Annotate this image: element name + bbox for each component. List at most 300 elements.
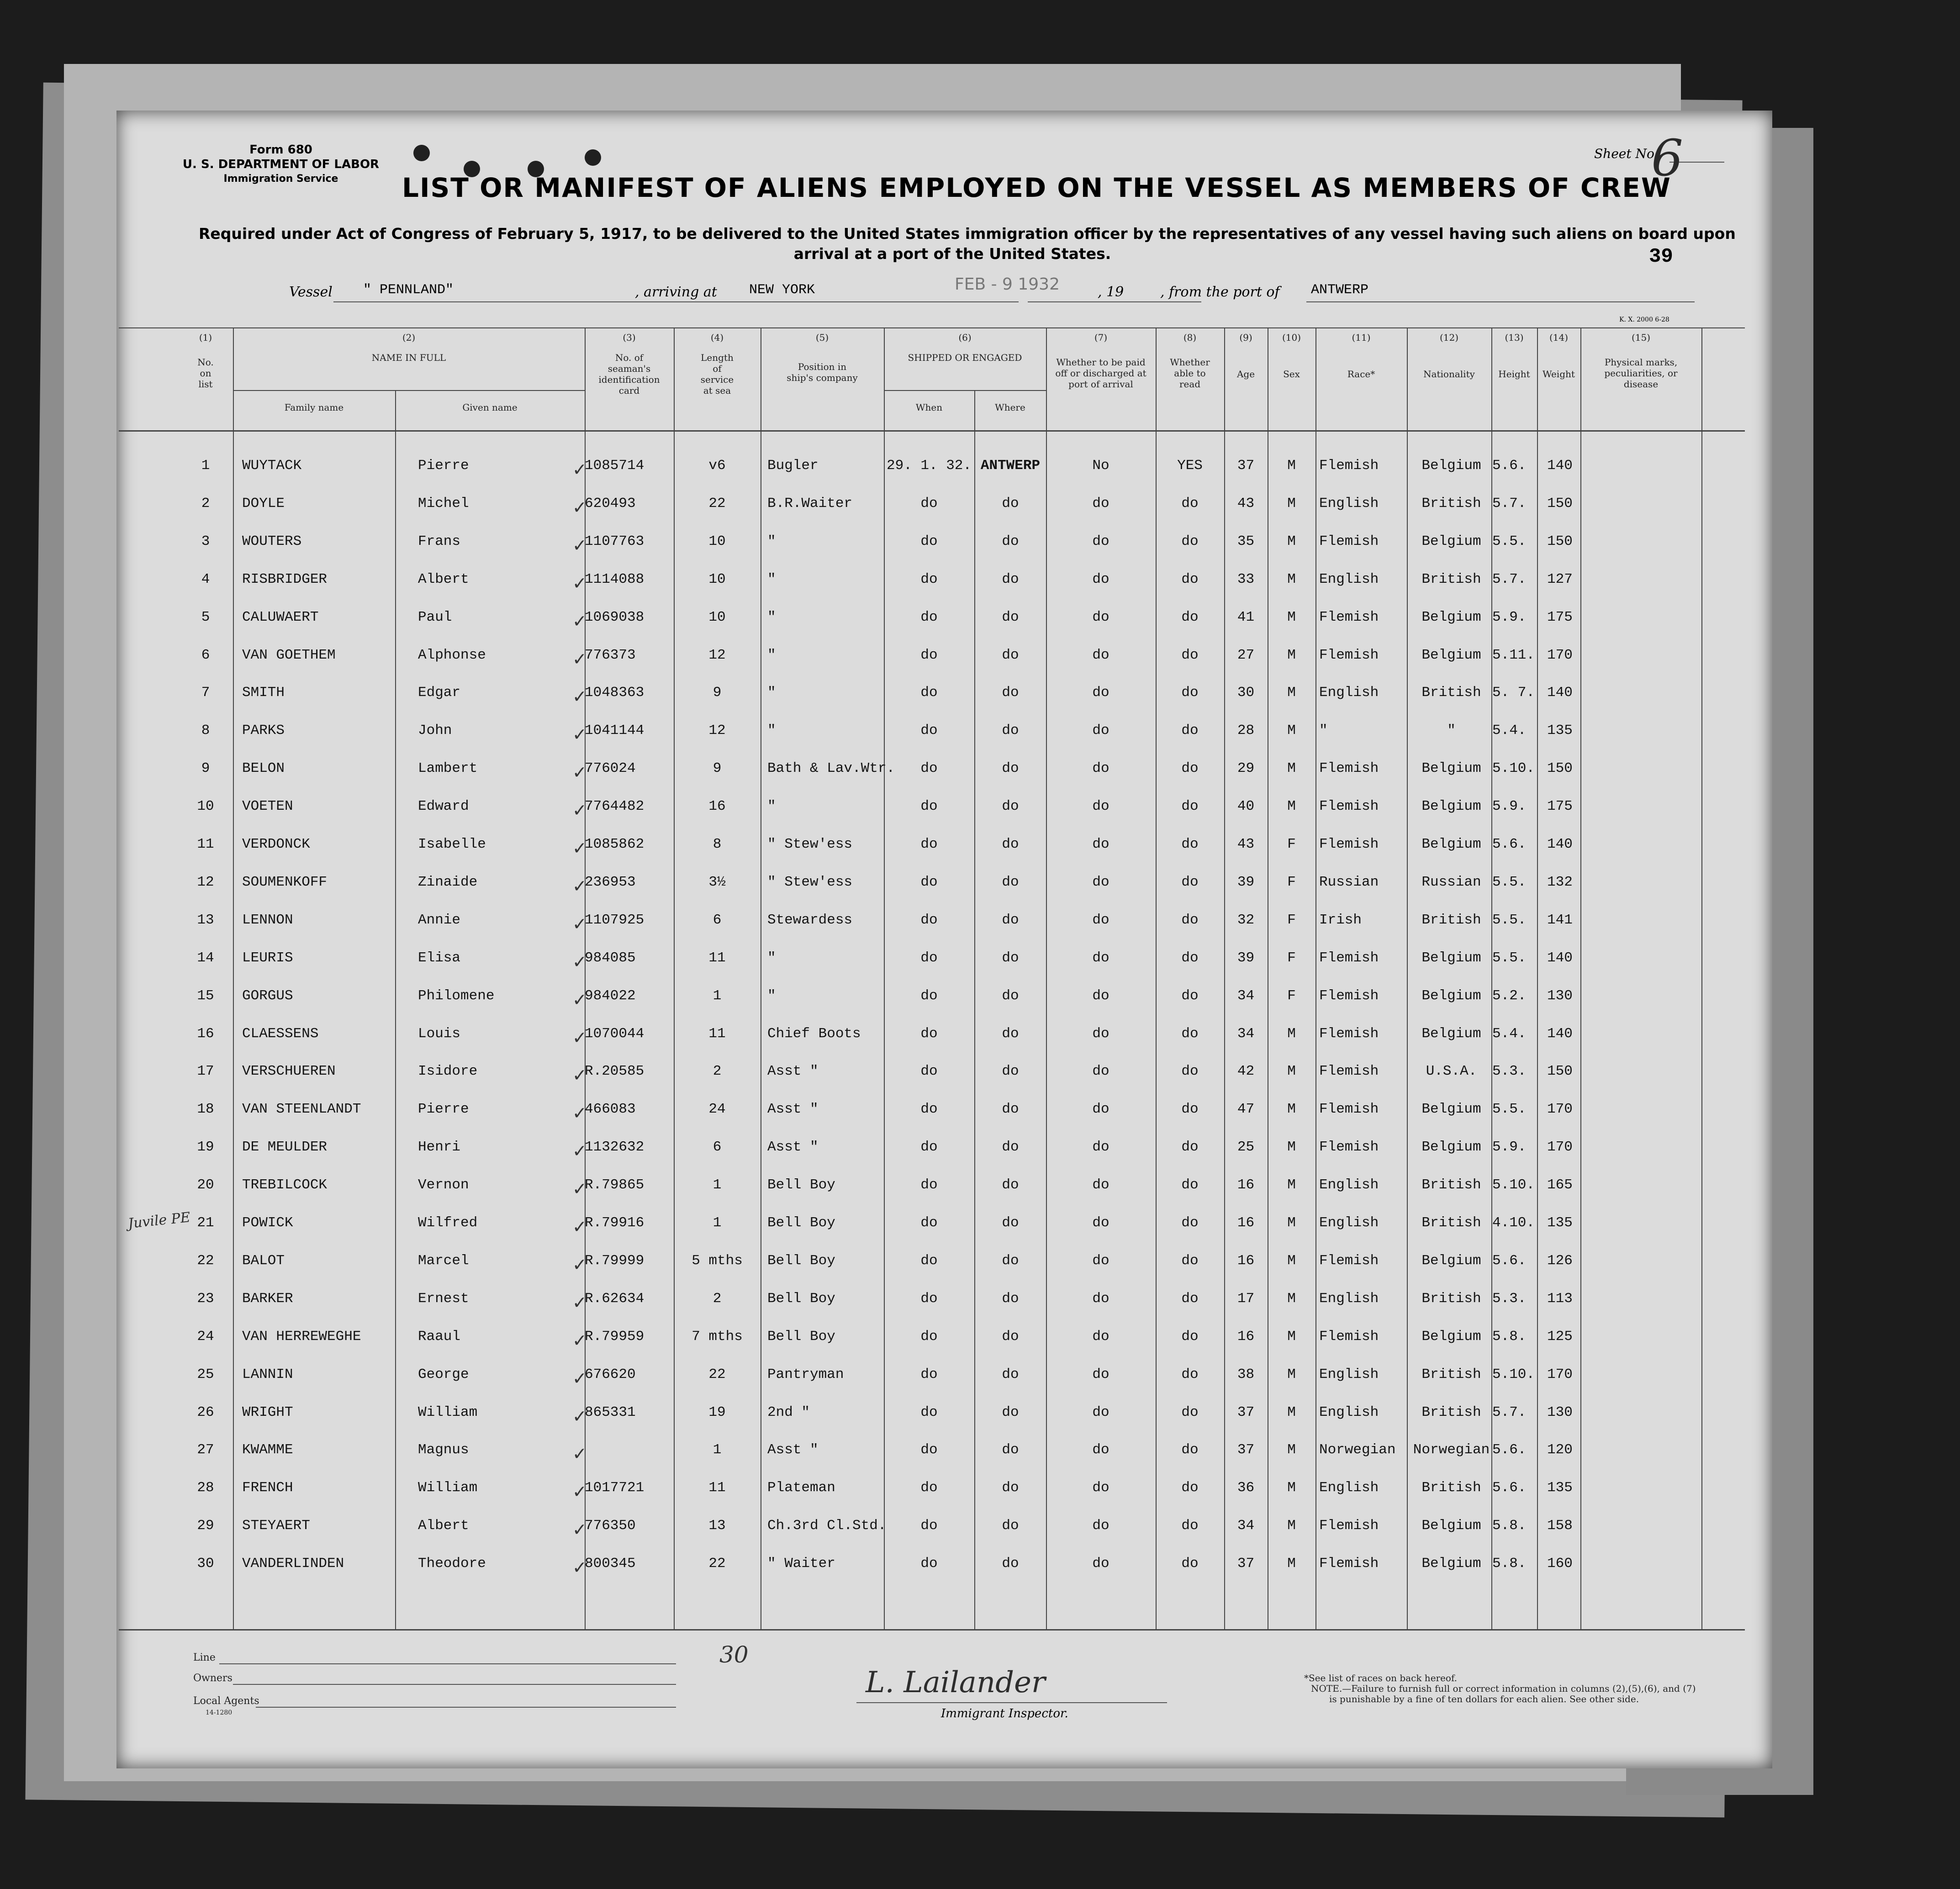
cell-nationality: Belgium	[1421, 609, 1481, 625]
cell-read: do	[1181, 950, 1199, 966]
cell-when: do	[920, 988, 938, 1004]
cell-nationality: Belgium	[1421, 458, 1481, 474]
cell-weight: 150	[1547, 533, 1573, 549]
check-mark-icon: ✓	[572, 914, 587, 934]
cell-sex: F	[1287, 836, 1296, 852]
cell-given: Wilfred	[418, 1215, 478, 1231]
cell-card: 676620	[585, 1367, 636, 1382]
check-mark-icon: ✓	[572, 686, 587, 707]
cell-when: do	[920, 912, 938, 928]
cell-height: 5.6.	[1492, 1442, 1527, 1458]
cell-height: 4.10.	[1492, 1215, 1535, 1231]
cell-where: do	[1002, 496, 1019, 512]
cell-card: 800345	[585, 1556, 636, 1572]
list-number: 39	[1649, 245, 1673, 268]
cell-card: R.79865	[585, 1177, 645, 1193]
vessel-underline	[333, 301, 751, 302]
cell-paid: do	[1092, 496, 1109, 512]
cell-nationality: Belgium	[1421, 988, 1481, 1004]
check-mark-icon: ✓	[572, 535, 587, 555]
cell-weight: 135	[1547, 1215, 1573, 1231]
cell-no: 29	[197, 1518, 214, 1534]
cell-family: SMITH	[242, 685, 285, 701]
cell-age: 40	[1237, 798, 1255, 814]
col-label: Physical marks, peculiarities, or disease	[1604, 357, 1678, 390]
cell-paid: do	[1092, 1329, 1109, 1345]
cell-given: Zinaide	[418, 874, 478, 890]
cell-race: Flemish	[1319, 533, 1379, 549]
column-divider	[1156, 327, 1157, 1629]
cell-read: do	[1181, 1101, 1199, 1117]
col-number: (14)	[1549, 332, 1569, 343]
cell-no: 13	[197, 912, 214, 928]
cell-weight: 175	[1547, 609, 1573, 625]
cell-where: do	[1002, 912, 1019, 928]
cell-paid: do	[1092, 1139, 1109, 1155]
cell-given: Philomene	[418, 988, 495, 1004]
col-label: No. on list	[197, 357, 214, 390]
cell-length: 1	[713, 988, 722, 1004]
cell-length: 16	[708, 798, 726, 814]
cell-sex: M	[1287, 1101, 1296, 1117]
col-label: Sex	[1283, 369, 1300, 380]
department-name: U. S. DEPARTMENT OF LABOR	[182, 158, 380, 171]
print-code: K. X. 2000 6-28	[1619, 316, 1669, 323]
cell-position: Bell Boy	[767, 1215, 835, 1231]
handwritten-count: 30	[719, 1641, 749, 1668]
cell-nationality: Belgium	[1421, 1556, 1481, 1572]
cell-position: "	[767, 685, 776, 701]
cell-no: 25	[197, 1367, 214, 1382]
cell-race: Flemish	[1319, 1518, 1379, 1534]
cell-paid: do	[1092, 1480, 1109, 1496]
col-number: (12)	[1439, 332, 1459, 343]
cell-where: do	[1002, 1556, 1019, 1572]
cell-height: 5.5.	[1492, 533, 1527, 549]
check-mark-icon: ✓	[572, 1368, 587, 1388]
cell-family: GORGUS	[242, 988, 293, 1004]
cell-card: 1069038	[585, 609, 645, 625]
column-divider	[1537, 327, 1538, 1629]
cell-height: 5.3.	[1492, 1063, 1527, 1079]
cell-card: 865331	[585, 1404, 636, 1420]
cell-card: 1107925	[585, 912, 645, 928]
cell-where: do	[1002, 988, 1019, 1004]
cell-race: English	[1319, 1367, 1379, 1382]
cell-where: do	[1002, 1177, 1019, 1193]
cell-sex: M	[1287, 685, 1296, 701]
cell-race: English	[1319, 1177, 1379, 1193]
cell-given: Elisa	[418, 950, 461, 966]
cell-sex: M	[1287, 1215, 1296, 1231]
cell-given: Paul	[418, 609, 452, 625]
cell-when: 29. 1. 32.	[886, 458, 972, 474]
cell-length: 1	[713, 1215, 722, 1231]
cell-weight: 150	[1547, 760, 1573, 776]
cell-position: Bell Boy	[767, 1329, 835, 1345]
column-divider	[1580, 327, 1581, 1629]
cell-race: English	[1319, 685, 1379, 701]
cell-sex: M	[1287, 1367, 1296, 1382]
cell-length: 2	[713, 1063, 722, 1079]
cell-read: do	[1181, 760, 1199, 776]
cell-when: do	[920, 1215, 938, 1231]
cell-sex: M	[1287, 496, 1296, 512]
cell-sex: M	[1287, 1329, 1296, 1345]
cell-age: 34	[1237, 1026, 1255, 1042]
col-number: (6)	[958, 332, 972, 343]
check-mark-icon: ✓	[572, 1482, 587, 1502]
cell-position: Asst "	[767, 1101, 819, 1117]
cell-height: 5.8.	[1492, 1329, 1527, 1345]
cell-no: 1	[201, 458, 210, 474]
cell-when: do	[920, 1518, 938, 1534]
cell-length: 3½	[708, 874, 726, 890]
cell-age: 16	[1237, 1177, 1255, 1193]
cell-nationality: Belgium	[1421, 1139, 1481, 1155]
cell-read: do	[1181, 1480, 1199, 1496]
cell-when: do	[920, 609, 938, 625]
column-divider	[233, 327, 234, 1629]
cell-sex: M	[1287, 1442, 1296, 1458]
cell-age: 39	[1237, 950, 1255, 966]
cell-family: LENNON	[242, 912, 293, 928]
cell-nationality: Norwegian	[1413, 1442, 1490, 1458]
cell-when: do	[920, 1442, 938, 1458]
table-top-rule	[119, 327, 1745, 328]
cell-length: 11	[708, 1480, 726, 1496]
cell-weight: 160	[1547, 1556, 1573, 1572]
cell-family: BARKER	[242, 1291, 293, 1307]
cell-family: WRIGHT	[242, 1404, 293, 1420]
cell-weight: 140	[1547, 458, 1573, 474]
arriving-label: , arriving at	[635, 284, 717, 300]
cell-length: 10	[708, 571, 726, 587]
cell-where: do	[1002, 1063, 1019, 1079]
cell-read: YES	[1177, 458, 1203, 474]
cell-age: 17	[1237, 1291, 1255, 1307]
cell-no: 15	[197, 988, 214, 1004]
cell-weight: 170	[1547, 1139, 1573, 1155]
cell-length: 19	[708, 1404, 726, 1420]
cell-card: R.79916	[585, 1215, 645, 1231]
cell-read: do	[1181, 1215, 1199, 1231]
cell-race: Flemish	[1319, 609, 1379, 625]
cell-read: do	[1181, 1026, 1199, 1042]
cell-race: Flemish	[1319, 836, 1379, 852]
cell-given: Isidore	[418, 1063, 478, 1079]
check-mark-icon: ✓	[572, 1520, 587, 1540]
cell-length: 11	[708, 1026, 726, 1042]
cell-given: Vernon	[418, 1177, 469, 1193]
cell-weight: 140	[1547, 836, 1573, 852]
cell-age: 16	[1237, 1329, 1255, 1345]
cell-no: 26	[197, 1404, 214, 1420]
check-mark-icon: ✓	[572, 762, 587, 782]
cell-when: do	[920, 1026, 938, 1042]
cell-sex: M	[1287, 1253, 1296, 1269]
cell-position: Pantryman	[767, 1367, 844, 1382]
check-mark-icon: ✓	[572, 1103, 587, 1123]
cell-no: 27	[197, 1442, 214, 1458]
cell-weight: 135	[1547, 1480, 1573, 1496]
cell-where: ANTWERP	[980, 458, 1041, 474]
cell-given: Ernest	[418, 1291, 469, 1307]
cell-when: do	[920, 723, 938, 739]
cell-when: do	[920, 1367, 938, 1382]
col-11-header	[1315, 332, 1407, 380]
cell-nationality: "	[1447, 723, 1456, 739]
cell-read: do	[1181, 723, 1199, 739]
cell-no: 5	[201, 609, 210, 625]
cell-age: 33	[1237, 571, 1255, 587]
cell-given: Magnus	[418, 1442, 469, 1458]
from-port: ANTWERP	[1311, 282, 1369, 298]
cell-weight: 170	[1547, 1101, 1573, 1117]
check-mark-icon: ✓	[572, 1406, 587, 1426]
cell-paid: do	[1092, 1215, 1109, 1231]
cell-given: William	[418, 1404, 478, 1420]
cell-family: VAN HERREWEGHE	[242, 1329, 361, 1345]
cell-sex: M	[1287, 1291, 1296, 1307]
cell-length: 11	[708, 950, 726, 966]
cell-height: 5.5.	[1492, 874, 1527, 890]
col-3-header	[585, 332, 674, 396]
cell-when: do	[920, 1063, 938, 1079]
check-mark-icon: ✓	[572, 573, 587, 593]
cell-nationality: U.S.A.	[1426, 1063, 1477, 1079]
cell-length: 5 mths	[692, 1253, 743, 1269]
cell-where: do	[1002, 1253, 1019, 1269]
cell-no: 6	[201, 647, 210, 663]
cell-age: 42	[1237, 1063, 1255, 1079]
col-number: (3)	[623, 332, 636, 343]
cell-card: R.79999	[585, 1253, 645, 1269]
cell-paid: do	[1092, 685, 1109, 701]
cell-height: 5.3.	[1492, 1291, 1527, 1307]
cell-race: English	[1319, 1291, 1379, 1307]
cell-paid: do	[1092, 647, 1109, 663]
cell-race: Flemish	[1319, 950, 1379, 966]
cell-read: do	[1181, 609, 1199, 625]
col-12-header	[1407, 332, 1491, 380]
cell-family: BALOT	[242, 1253, 285, 1269]
signature-underline	[856, 1702, 1167, 1703]
cell-where: do	[1002, 874, 1019, 890]
cell-sex: M	[1287, 1026, 1296, 1042]
cell-when: do	[920, 1139, 938, 1155]
cell-card: 466083	[585, 1101, 636, 1117]
cell-given: Marcel	[418, 1253, 469, 1269]
penalty-note-1: NOTE.—Failure to furnish full or correct information in columns (2),(5),(6), and (7)	[1311, 1683, 1696, 1694]
cell-card: 1085862	[585, 836, 645, 852]
cell-no: 4	[201, 571, 210, 587]
table-bottom-rule	[119, 1629, 1745, 1630]
cell-read: do	[1181, 1063, 1199, 1079]
cell-position: Bell Boy	[767, 1253, 835, 1269]
margin-note: Juvile PE	[127, 1209, 191, 1232]
punch-hole	[585, 149, 601, 166]
sheet-label: Sheet No.	[1594, 146, 1659, 161]
cell-position: "	[767, 609, 776, 625]
cell-paid: do	[1092, 609, 1109, 625]
cell-when: do	[920, 1177, 938, 1193]
cell-read: do	[1181, 912, 1199, 928]
vessel-name: " PENNLAND"	[363, 282, 454, 298]
cell-no: 11	[197, 836, 214, 852]
cell-length: 9	[713, 760, 722, 776]
cell-read: do	[1181, 1139, 1199, 1155]
cell-age: 30	[1237, 685, 1255, 701]
cell-age: 34	[1237, 1518, 1255, 1534]
cell-height: 5.7.	[1492, 496, 1527, 512]
cell-card: R.62634	[585, 1291, 645, 1307]
cell-where: do	[1002, 533, 1019, 549]
cell-read: do	[1181, 1367, 1199, 1382]
races-note: *See list of races on back hereof.	[1304, 1673, 1458, 1683]
cell-position: "	[767, 950, 776, 966]
family-name-subheader: Family name	[284, 402, 344, 413]
cell-where: do	[1002, 1442, 1019, 1458]
cell-when: do	[920, 1480, 938, 1496]
cell-given: Henri	[418, 1139, 461, 1155]
cell-when: do	[920, 874, 938, 890]
cell-nationality: British	[1421, 1177, 1481, 1193]
cell-no: 7	[201, 685, 210, 701]
cell-no: 10	[197, 798, 214, 814]
agents-code: 14-1280	[206, 1709, 232, 1716]
cell-sex: M	[1287, 1063, 1296, 1079]
owners-label: Owners	[193, 1673, 232, 1684]
check-mark-icon: ✓	[572, 838, 587, 858]
cell-length: 22	[708, 1367, 726, 1382]
cell-when: do	[920, 760, 938, 776]
cell-nationality: British	[1421, 1404, 1481, 1420]
cell-position: " Stew'ess	[767, 874, 853, 890]
cell-where: do	[1002, 1518, 1019, 1534]
cell-when: do	[920, 950, 938, 966]
cell-family: VAN STEENLANDT	[242, 1101, 361, 1117]
cell-sex: M	[1287, 760, 1296, 776]
cell-read: do	[1181, 1291, 1199, 1307]
cell-age: 43	[1237, 836, 1255, 852]
cell-age: 41	[1237, 609, 1255, 625]
cell-nationality: British	[1421, 1215, 1481, 1231]
cell-read: do	[1181, 571, 1199, 587]
cell-read: do	[1181, 988, 1199, 1004]
check-mark-icon: ✓	[572, 1330, 587, 1351]
cell-paid: do	[1092, 1063, 1109, 1079]
cell-length: 12	[708, 723, 726, 739]
col-number: (10)	[1282, 332, 1301, 343]
col-label: Age	[1236, 369, 1255, 380]
cell-family: LANNIN	[242, 1367, 293, 1382]
check-mark-icon: ✓	[572, 1255, 587, 1275]
cell-card: R.20585	[585, 1063, 645, 1079]
cell-sex: M	[1287, 1480, 1296, 1496]
cell-where: do	[1002, 609, 1019, 625]
cell-given: Theodore	[418, 1556, 486, 1572]
cell-race: Flemish	[1319, 1253, 1379, 1269]
cell-sex: M	[1287, 533, 1296, 549]
date-underline	[1028, 301, 1201, 302]
cell-family: DE MEULDER	[242, 1139, 328, 1155]
cell-weight: 130	[1547, 1404, 1573, 1420]
cell-race: Russian	[1319, 874, 1379, 890]
cell-no: 20	[197, 1177, 214, 1193]
cell-length: 6	[713, 912, 722, 928]
cell-nationality: British	[1421, 1367, 1481, 1382]
cell-family: POWICK	[242, 1215, 293, 1231]
cell-race: Flemish	[1319, 1063, 1379, 1079]
year-label: , 19	[1098, 284, 1124, 300]
check-mark-icon: ✓	[572, 724, 587, 744]
cell-race: English	[1319, 571, 1379, 587]
check-mark-icon: ✓	[572, 1293, 587, 1313]
cell-nationality: British	[1421, 571, 1481, 587]
check-mark-icon: ✓	[572, 876, 587, 896]
cell-position: "	[767, 647, 776, 663]
column-divider	[884, 327, 885, 1629]
col-15-header	[1580, 332, 1701, 390]
cell-family: SOUMENKOFF	[242, 874, 328, 890]
cell-race: Flemish	[1319, 1026, 1379, 1042]
cell-weight: 150	[1547, 496, 1573, 512]
cell-nationality: Russian	[1421, 874, 1481, 890]
cell-card: 984085	[585, 950, 636, 966]
cell-no: 8	[201, 723, 210, 739]
cell-race: Norwegian	[1319, 1442, 1396, 1458]
cell-paid: do	[1092, 1101, 1109, 1117]
cell-given: Edgar	[418, 685, 461, 701]
cell-weight: 132	[1547, 874, 1573, 890]
cell-age: 28	[1237, 723, 1255, 739]
cell-no: 23	[197, 1291, 214, 1307]
cell-length: 22	[708, 496, 726, 512]
check-mark-icon: ✓	[572, 611, 587, 631]
cell-nationality: British	[1421, 496, 1481, 512]
cell-family: KWAMME	[242, 1442, 293, 1458]
cell-weight: 170	[1547, 647, 1573, 663]
col-number: (2)	[402, 332, 416, 343]
cell-age: 39	[1237, 874, 1255, 890]
given-name-subheader: Given name	[462, 402, 518, 413]
cell-read: do	[1181, 836, 1199, 852]
cell-position: " Waiter	[767, 1556, 835, 1572]
cell-paid: do	[1092, 533, 1109, 549]
cell-weight: 140	[1547, 685, 1573, 701]
cell-when: do	[920, 836, 938, 852]
check-mark-icon: ✓	[572, 1141, 587, 1161]
cell-length: 10	[708, 533, 726, 549]
cell-position: 2nd "	[767, 1404, 810, 1420]
cell-height: 5.8.	[1492, 1518, 1527, 1534]
cell-where: do	[1002, 723, 1019, 739]
cell-height: 5.4.	[1492, 723, 1527, 739]
cell-length: 13	[708, 1518, 726, 1534]
cell-no: 28	[197, 1480, 214, 1496]
page-title: LIST OR MANIFEST OF ALIENS EMPLOYED ON THE VESSEL AS MEMBERS OF CREW	[402, 172, 1671, 203]
cell-height: 5.10.	[1492, 1367, 1535, 1382]
cell-when: do	[920, 571, 938, 587]
cell-family: BELON	[242, 760, 285, 776]
cell-age: 32	[1237, 912, 1255, 928]
cell-family: WUYTACK	[242, 458, 302, 474]
cell-weight: 135	[1547, 723, 1573, 739]
cell-race: Flemish	[1319, 760, 1379, 776]
agents-label: Local Agents	[193, 1695, 259, 1707]
cell-where: do	[1002, 685, 1019, 701]
